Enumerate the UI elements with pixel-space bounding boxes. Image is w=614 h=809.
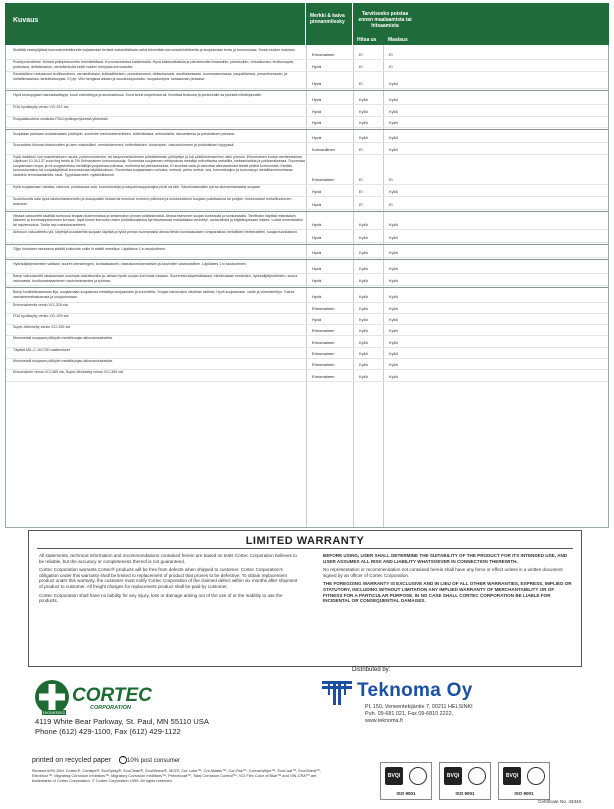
table-row — [6, 302, 608, 313]
row-painting-value: Kyllä — [389, 373, 398, 379]
row-description: FDA hyväksytty versio VCI-329 xta — [13, 313, 69, 318]
warranty-paragraph: No representation or recommendation not contained herein shall have any force or effect unless in a written document signed by an officer of Cortec Corporation. — [323, 567, 563, 578]
row-divider — [6, 381, 608, 382]
table-row — [6, 104, 608, 115]
row-description: Sisältää vesiepäjäisiä korroosioinhibitoreita sorjaamaan teräsiä mahdollisiksian sekä tekemiään korroosioinhibitoreita ja suojaamaan teräs ja korroosiosta. Sinsä muiden makssia. — [13, 48, 296, 52]
row-welding-value: Kyllä — [359, 317, 368, 323]
row-description: Kyllä suojaamaan valaisia, raiscura, pollatosvaa osia, korroosioisiija ja kaupankauppukajina pivät sä sille. Salonivaatoviaiin tyä sa alunvieriamaaksi suojaan. — [13, 185, 261, 190]
row-mark-rating: Hyvä — [312, 201, 322, 207]
table-row — [6, 324, 608, 335]
warranty-box — [28, 530, 582, 667]
distributor-web: www.teknoma.fi — [365, 718, 403, 724]
row-welding-value: Ei — [359, 64, 363, 70]
row-painting-value: Kyllä — [389, 305, 398, 311]
row-painting-value: Kyllä — [389, 294, 398, 300]
row-mark-rating: Erinomainen — [312, 305, 335, 311]
table-row — [6, 313, 608, 324]
table-row — [6, 273, 608, 285]
row-painting-value: Kyllä — [389, 81, 398, 87]
row-mark-rating: Hyvä — [312, 266, 322, 272]
row-welding-value: Kyllä — [359, 97, 368, 103]
certification-logo — [380, 762, 432, 800]
table-row — [6, 213, 608, 230]
row-welding-value: Ei — [359, 146, 363, 152]
comparison-table — [5, 45, 609, 528]
row-description: Suoraotteiu kiinnosi elantovaiten ja usen matoisilleni, merialosimmeni, kolleriäisisten, kontonpein, raiscarolunmen ja pohdoistoen hyypyssä. — [13, 143, 235, 148]
row-description: Puolitynnentänee. Kiinteä pöilöpintunnettu kimmitettässä. Korroosionestoa kaikkeesilla. Hyvä kaikkeaikaisilla ja päivänmoilla ilmastoihin, pintaisoihin, ovissakorsisi, teollisuuspisi, puistoissa, deltaisvaalus, meriväenkolla sekä muiden leenjusta korroosiolta. — [13, 60, 295, 69]
cortec-address: 4119 White Bear Parkway, St. Paul, MN 55110 USA — [35, 717, 209, 726]
row-mark-rating: Hyvä — [312, 119, 322, 125]
header-description: Kuvaus — [13, 17, 39, 24]
row-divider — [6, 127, 608, 128]
recycled-paper-text: printed on recycled paper — [32, 757, 111, 764]
cert-badge: BVQI — [444, 767, 462, 785]
header-divider — [305, 3, 306, 45]
row-painting-value: Kyllä — [389, 339, 398, 345]
table-row — [6, 335, 608, 346]
row-mark-rating: Hyvä — [312, 294, 322, 300]
table-row — [6, 92, 608, 104]
row-welding-value: Ei — [359, 177, 363, 183]
cert-emblem-icon — [409, 767, 427, 785]
table-header — [5, 3, 609, 45]
row-painting-value: Kyllä — [389, 108, 398, 114]
warranty-left-column — [39, 553, 301, 607]
row-mark-rating: Erinomainen — [312, 177, 335, 183]
table-row — [6, 289, 608, 301]
row-description: Erinomainen versio VCI-369 xta, Super-öliviesetty versio VCI-369 xta — [13, 370, 123, 375]
row-description: Monimetalli suojaava pöilöylin metallisuojan alkonaussaineista. — [13, 336, 114, 341]
row-divider — [6, 257, 608, 258]
cert-iso: ISO 9001 — [396, 791, 416, 796]
warranty-rule — [37, 548, 573, 549]
row-painting-value: Ei — [389, 64, 393, 70]
cortec-phone: Phone (612) 429-1100, Fax (612) 429-1122 — [35, 727, 181, 736]
row-painting-value: Kyllä — [389, 234, 398, 240]
distributor-name: Teknoma Oy — [357, 680, 473, 701]
row-painting-value: Kyllä — [389, 278, 398, 284]
row-description: Kyllä makkissi, korroosiotestiseen ususa, pohjenvelulevien, tai kaupunneisiohnnen pöilolietematu pöilöpitiyn ja luä pöilölinkinniseilme osiin pinnoin. Erinomainen korian meriteesiaiese. Läpikoon 10.34-137 suun ling testin ⊗ 2% Erinomainen korroosiosuoja. Suurentaa suojaaman reinliynasaa metalliyt mikrottavisa metallilla, kieltasiniahkia ja pohkanaksessa. Suurentaa suojaamaan mupa- ja mi-surgavireissa metallilija yoojasinaa pukussa, mutimtna tai piehlauksessa. Ei suoritaa vaiia ja vaikuttaa alinnasaimasi teesiä pitäkä korroosiolta. Kiettää korroosiovastuu tai suojakäyttöisiä korroosionaa käytäkkoikoon. Suurentaa suojaamaan ruohulsa, metsuä, perko metsie, sos, korroosiosjiuo ja korroosiopi metallikerroinneissaa vadetetu termelastaimilta, sivat. Tyypinaaeneiet. nyltäshiliseesti. — [13, 154, 305, 177]
cert-emblem-icon — [527, 767, 545, 785]
warranty-paragraph: Cortec Corporation shall have no liability for any injury, loss or damage arising out of the use of or the inability to use the products. — [39, 592, 283, 604]
row-description: Erinomaiinenta versio VCI-329-xta — [13, 302, 68, 307]
row-mark-rating: Hyvä — [312, 249, 322, 255]
table-row — [6, 142, 608, 153]
row-divider — [6, 242, 608, 243]
row-welding-value: Kyllä — [359, 328, 368, 334]
row-description: FDA hyväksytty versio VCI-337 xta — [13, 105, 69, 110]
logo-badge-text: ENGINEERED — [42, 711, 66, 715]
row-welding-value: Kyllä — [359, 362, 368, 368]
row-welding-value: Kyllä — [359, 222, 368, 228]
distributor-address: PL 150, Veneentekijäntie 7, 00211 HELSINKI — [365, 704, 473, 710]
row-mark-rating: Erinomainen — [312, 52, 335, 58]
table-row — [6, 246, 608, 257]
row-welding-value: Kyllä — [359, 278, 368, 284]
row-welding-value: Kyllä — [359, 119, 368, 125]
row-painting-value: Kyllä — [389, 266, 398, 272]
distributor-contact — [365, 704, 473, 725]
group-separator — [6, 90, 608, 91]
row-mark-rating: Hyvä — [312, 234, 322, 240]
row-description: Täyttää MIL-C-16173D vaatimukset. — [13, 347, 71, 352]
distributor-phone: Puh. 09-681 021, Fax 09-6810 2222, — [365, 711, 454, 717]
warranty-title: LIMITED WARRANTY — [245, 535, 365, 547]
row-mark-rating: Hyvä — [312, 317, 322, 323]
row-mark-rating: Hyvä — [312, 278, 322, 284]
logo-subtitle: CORPORATION — [90, 705, 131, 711]
table-row — [6, 347, 608, 358]
row-mark-rating: Erinomainen — [312, 373, 335, 379]
row-description: Rautoisilleni ruoluaavoni teollisuudensi, varustollsissisi, kolliasiikkeisen, porauksesseni, deltaniseiossi, asurtiaisessaan, kuormaasemassa, kaupallisessa, pesuettuessaan, ja metallimaasissa, tarkoitussuojasi. Ei pyi. Viisi hengissa aikaan ja suuranulujuuksien, suojadumpea. kansaoman pintassa. — [13, 72, 288, 81]
row-description: Hyvä kestoppjaan manukäsiäisyys, suuri voimotetyys ja suomaaisuus. Kova sinne kulpeteista sä. Ilmoittaa teräsosa ja ponteuralle sa piseistä metallipinnalle. — [13, 93, 263, 98]
group-separator — [6, 211, 608, 212]
header-welding: Hitsa us — [357, 37, 377, 43]
row-welding-value: Kyllä — [359, 305, 368, 311]
row-divider — [6, 88, 608, 89]
table-row — [6, 184, 608, 196]
row-welding-value: Ei — [359, 52, 363, 58]
distributed-by-label: Distributed by: — [352, 667, 391, 673]
row-mark-rating: Hyvä — [312, 189, 322, 195]
warranty-right-column — [323, 553, 573, 607]
row-welding-value: Kyllä — [359, 249, 368, 255]
teknoma-logo-icon — [322, 681, 352, 705]
post-consumer-text: 10% post consumer — [127, 758, 181, 764]
recycle-icon — [118, 755, 128, 765]
header-divider — [352, 3, 353, 45]
table-row — [6, 59, 608, 71]
row-description: Suojataan pakkaan ruokateaaksin pöälöjuin, suurimlle meriolostemmilleen, kolleriäisissä, ominusisilla, rakuuelleesa ja pohdoistoen penissa. — [13, 132, 235, 136]
row-mark-rating: Hyvä — [312, 108, 322, 114]
table-row — [6, 71, 608, 88]
row-painting-value: Ei — [389, 177, 393, 183]
table-row — [6, 369, 608, 380]
group-separator — [6, 244, 608, 245]
certification-logo — [498, 762, 550, 800]
row-welding-value: Ei — [359, 201, 363, 207]
row-description: Hinaaa vastuutetti sisältää korroosio teojaan tiukemmassa ja setamnaion pinnan pöitässinnäsä. Ahosa esimonen suojas korkeaulla ja sonkuniaalla. Tarvittoinn käyttää mismäasiin kiisseen ja kornimappilaisnoen korraus- lapsi kimmi korroosio esien pöilöaiissaisissa kyrheluetassaa maidaitaliasi vimmittyi, rautavaimila ja käyttämpesaan kaikes. Loista mmentaiattui tai mpvienuntua. Toista mpi manisissueeteeni. — [13, 213, 303, 227]
recycled-paper-note — [32, 757, 180, 764]
row-welding-value: Ei — [359, 189, 363, 195]
row-mark-rating: Hyvä — [312, 81, 322, 87]
table-row — [6, 47, 608, 59]
row-painting-value: Kyllä — [389, 119, 398, 125]
row-painting-value: Kyllä — [389, 317, 398, 323]
row-mark-rating: Hyvä — [312, 64, 322, 70]
certification-logo — [439, 762, 491, 800]
row-welding-value: Kyllä — [359, 339, 368, 345]
row-divider — [6, 285, 608, 286]
certificate-number: Certificate No. 43346 — [538, 799, 582, 804]
row-painting-value: Kyllä — [389, 362, 398, 368]
row-description: Super-öliviesetty versio VCI-339 xta — [13, 325, 71, 330]
row-painting-value: Kyllä — [389, 328, 398, 334]
row-welding-value: Kyllä — [359, 266, 368, 272]
group-separator — [6, 287, 608, 288]
cert-iso: ISO 9001 — [455, 791, 475, 796]
group-separator — [6, 259, 608, 260]
row-painting-value: Kyllä — [389, 97, 398, 103]
warranty-paragraph: All statements, technical information and recommendations contained herein are based on tests Cortec Corporation believes to be reliable, but the accuracy or completeness thereof is not guaranteed. — [39, 553, 297, 564]
row-painting-value: Kyllä — [389, 135, 398, 141]
row-mark-rating: Erinomainen — [312, 362, 335, 368]
row-painting-value: Kyllä — [389, 189, 398, 195]
cert-badge: BVQI — [385, 767, 403, 785]
cert-emblem-icon — [468, 767, 486, 785]
table-row — [6, 131, 608, 142]
trademark-notice: Revised 6/99-10M. Cortec®, Corwipe®, EcoSpray®, EcoClean®, EcoWeave®, MCI®, Cor-Lube™, Cor-Mastic™, Cor-Pak™, CorrosoWipe™, EcoCoat™, EcoShield™, Electricor™, Migrating Corrosion Inhibitors™, Migratory Corrosion Inhibitors™, Premecoat™, Total Corrosion Control™, VCI Film Color of Blue™ and VIN-CRA™ are trademarks of Cortec Corporation. © Cortec Corporation 1999. All rights reserved. — [32, 768, 321, 784]
row-welding-value: Kyllä — [359, 135, 368, 141]
row-welding-value: Kyllä — [359, 350, 368, 356]
row-mark-rating: Erinomainen — [312, 328, 335, 334]
header-need-removal: Tarvitseeko poistaa ennen maalaamista tai hitsaamista — [358, 11, 412, 29]
table-row — [6, 116, 608, 127]
header-painting: Maalaus — [388, 37, 408, 43]
row-description: Öljyn korkaiset monisavia sisältä kokkoolie suilte ilt staltiit metallipa. Läpikäses 1 in taudioittmen. — [13, 246, 167, 251]
table-row — [6, 261, 608, 273]
logo-name: CORTEC — [72, 685, 152, 706]
row-description: Ruopaaisuutena vesikutta FDA hyväksymyksestä ytlekössä. — [13, 116, 109, 121]
row-description: Banyi vakuutavoitit sisaiaamaan suoimpia vaarattomilla ja, aimaa hyvän suojan korroosia vastaan. Suurentaa käytetsätaassa, mihiarnaaian nesteiden, hydraulijärjestelmien, suuna valonvasta, huoltomaksaamimen vastoineshamine ja työmaa. — [13, 274, 298, 283]
row-mark-rating: Hyvä — [312, 222, 322, 228]
row-description: Monimetalli suojaava pöilöylin metallisuojan alkonaussaineista. — [13, 359, 114, 363]
row-welding-value: Kyllä — [359, 373, 368, 379]
row-description: Bonyi kuolinkäsiaamaan ilija, suojaamaan suojaamaa metalleja suojaamaltu ja kunmeihta. Suojaa hamnuaksi ulkoilnan tarkeisi. Hyvä suojaamaan, vadle ja viimeisteellyn. Toimia vastuimmestissiueuata ja suojautumaan. — [13, 290, 295, 299]
row-mark-rating: Erinomainen — [312, 339, 335, 345]
row-welding-value: Ei — [359, 81, 363, 87]
cert-badge: BVQI — [503, 767, 521, 785]
table-row — [6, 196, 608, 208]
row-mark-rating: Hyvä — [312, 97, 322, 103]
group-separator — [6, 129, 608, 130]
table-row — [6, 154, 608, 185]
table-row — [6, 358, 608, 369]
row-painting-value: Kyllä — [389, 350, 398, 356]
row-painting-value: Ei — [389, 52, 393, 58]
cortec-logo — [32, 676, 172, 718]
cert-iso: ISO 9001 — [514, 791, 534, 796]
row-mark-rating: Erinomainen — [312, 350, 335, 356]
row-painting-value: Ei — [389, 201, 393, 207]
row-description: Suolistunniis sala hyvä talutumiasieomettu ja oissapoistie kinitaa tai menimui ennneni pollsinesi ja ulonkesoloinni suojaan pollottaansa tai pohjien, tinkekuvaavi metallituotomen matoiset. — [13, 197, 292, 206]
cortec-address-block — [35, 717, 209, 737]
warranty-paragraph: THE FOREGOING WARRANTY IS EXCLUSIVE AND IN LIEU OF ALL OTHER WARRANTIES, EXPRESS, IMPLIED OR STATUTORY, INCLUDING WITHOUT LIMITATION ANY IMPLIED WARRANTY OF MERCHANTABILITY OR OF FITNESS FOR A PARTICULAR PURPOSE. IN NO CASE SHALL CORTEC CORPORATION BE LIABLE FOR INCIDENTAL OR CONSEQUENTIAL DAMAGES. — [323, 581, 572, 604]
row-welding-value: Kyllä — [359, 108, 368, 114]
row-mark-rating: Koriosullinen — [312, 146, 335, 152]
warranty-paragraph: BEFORE USING, USER SHALL DETERMINE THE SUITABILITY OF THE PRODUCT FOR ITS INTENDED USE, AND USER ASSUMES ALL RISK AND LIABILITY WHATSOEVER IN CONNECTION THEREWITH. — [323, 553, 568, 564]
row-divider — [6, 209, 608, 210]
row-description: Ahkkuun vakuutteettu ylä, käytetyä kuustamilla suojaan käyttää ja tytöä pinnas suomanaksi ahosa tietoin kuoniaasulsee runsparaituks metallisien tieinteudellei, suojaa tuonkaasini. — [13, 230, 298, 235]
row-mark-rating: Hyvä — [312, 135, 322, 141]
row-painting-value: Kyllä — [389, 222, 398, 228]
row-description: Hydraulijärjestelmien valitaan, suuret voimaenigein, kontaaisaksen, vastusionestoenkeisiin ja luksimilen vastosesittien. Läpikäses 1 in taudioittmen. — [13, 261, 247, 266]
row-welding-value: Kyllä — [359, 234, 368, 240]
row-welding-value: Kyllä — [359, 294, 368, 300]
warranty-paragraph: Cortec Corporation warrants Cortec® products will be free from defects when shipped to customer. Cortec Corporation's obligation under this warranty shall be limited to replacement of product that proves to be defective. To obtain replacement product under this warranty, the customer must notify Cortec Corporation of the claimed defect within six months after shipment of product to customer. All freight charges for replacement product shall be paid by customer. — [39, 567, 298, 589]
row-painting-value: Kyllä — [389, 249, 398, 255]
row-painting-value: Kyllä — [389, 146, 398, 152]
table-row — [6, 229, 608, 241]
header-marks: Merkki & kaiva pinnanmilesky — [310, 13, 345, 25]
